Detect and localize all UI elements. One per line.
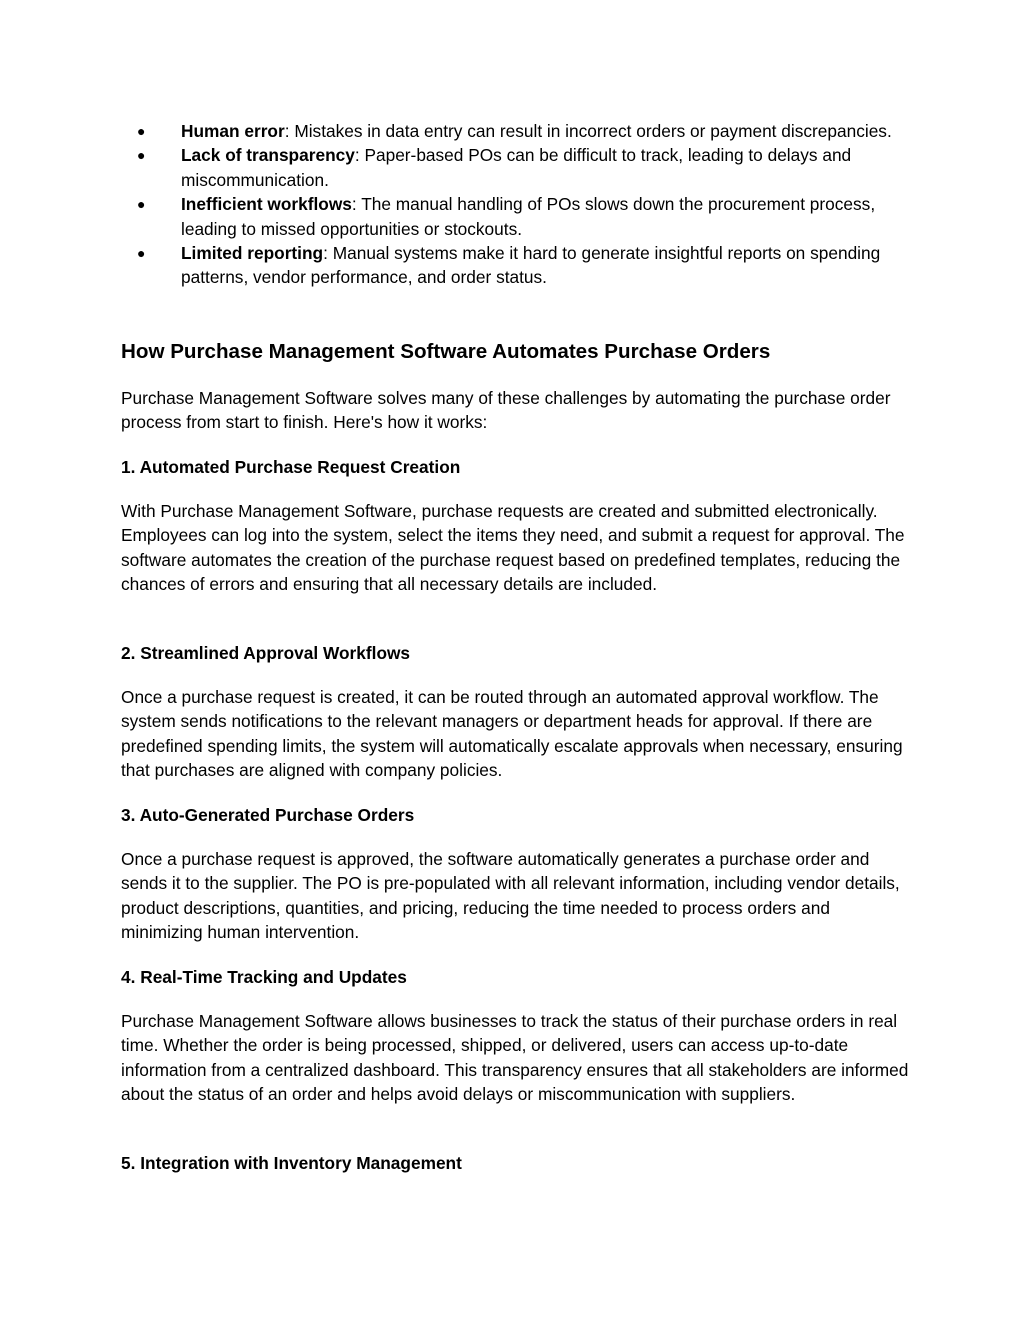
bullet-icon: ● <box>137 123 146 139</box>
list-item <box>121 143 921 192</box>
list-item <box>121 119 921 143</box>
subheading-request-creation: 1. Automated Purchase Request Creation <box>121 457 461 477</box>
bullet-term: Lack of transparency <box>181 145 355 166</box>
bullet-term: Limited reporting <box>181 243 324 264</box>
bullet-term: Human error <box>181 121 285 141</box>
subheading-auto-generated-po: 3. Auto-Generated Purchase Orders <box>121 805 415 825</box>
subheading-inventory-integration: 5. Integration with Inventory Management <box>121 1153 462 1173</box>
paragraph-real-time-tracking: Purchase Management Software allows businesses to track the status of their purchase orders in real time. Whether the order is being processed, shipped, or delivered, users can access up-to-date information from a centralized dashboard. This transparency ensures that all stakeholders are informed about the status of an order and helps avoid delays or miscommunication with suppliers. <box>121 1011 909 1105</box>
subheading-approval-workflows: 2. Streamlined Approval Workflows <box>121 643 411 663</box>
bullet-icon: ● <box>137 245 146 262</box>
bullet-icon: ● <box>137 147 146 164</box>
paragraph-auto-generated-po: Once a purchase request is approved, the software automatically generates a purchase order and sends it to the supplier. The PO is pre-populated with all relevant information, including vendor details, product descriptions, quantities, and pricing, reducing the time needed to process orders and minimizing human intervention. <box>121 849 900 943</box>
bullet-term: Inefficient workflows <box>181 194 352 215</box>
subheading-real-time-tracking: 4. Real-Time Tracking and Updates <box>121 967 407 987</box>
bullet-text: : The manual handling of POs slows down the procurement process, leading to missed opportunities or stockouts. <box>181 194 876 239</box>
bullet-text: : Mistakes in data entry can result in incorrect orders or payment discrepancies. <box>284 121 892 141</box>
section-heading: How Purchase Management Software Automates Purchase Orders <box>121 340 771 363</box>
challenges-list <box>121 119 921 290</box>
intro-paragraph: Purchase Management Software solves many of these challenges by automating the purchase order process from start to finish. Here's how it works: <box>121 388 891 433</box>
bullet-text: : Paper-based POs can be difficult to track, leading to delays and miscommunication. <box>181 145 852 190</box>
bullet-icon: ● <box>137 196 146 213</box>
list-item <box>121 192 921 241</box>
paragraph-request-creation: With Purchase Management Software, purchase requests are created and submitted electronically. Employees can log into the system, select the items they need, and submit a request for approval. The software automates the creation of the purchase request based on predefined templates, reducing the chances of errors and ensuring that all necessary details are included. <box>121 501 905 595</box>
list-item <box>121 241 921 290</box>
bullet-text: : Manual systems make it hard to generate insightful reports on spending patterns, vendor performance, and order status. <box>181 243 881 288</box>
paragraph-approval-workflows: Once a purchase request is created, it can be routed through an automated approval workflow. The system sends notifications to the relevant managers or department heads for approval. If there are predefined spending limits, the system will automatically escalate approvals when necessary, ensuring that purchases are aligned with company policies. <box>121 687 903 781</box>
